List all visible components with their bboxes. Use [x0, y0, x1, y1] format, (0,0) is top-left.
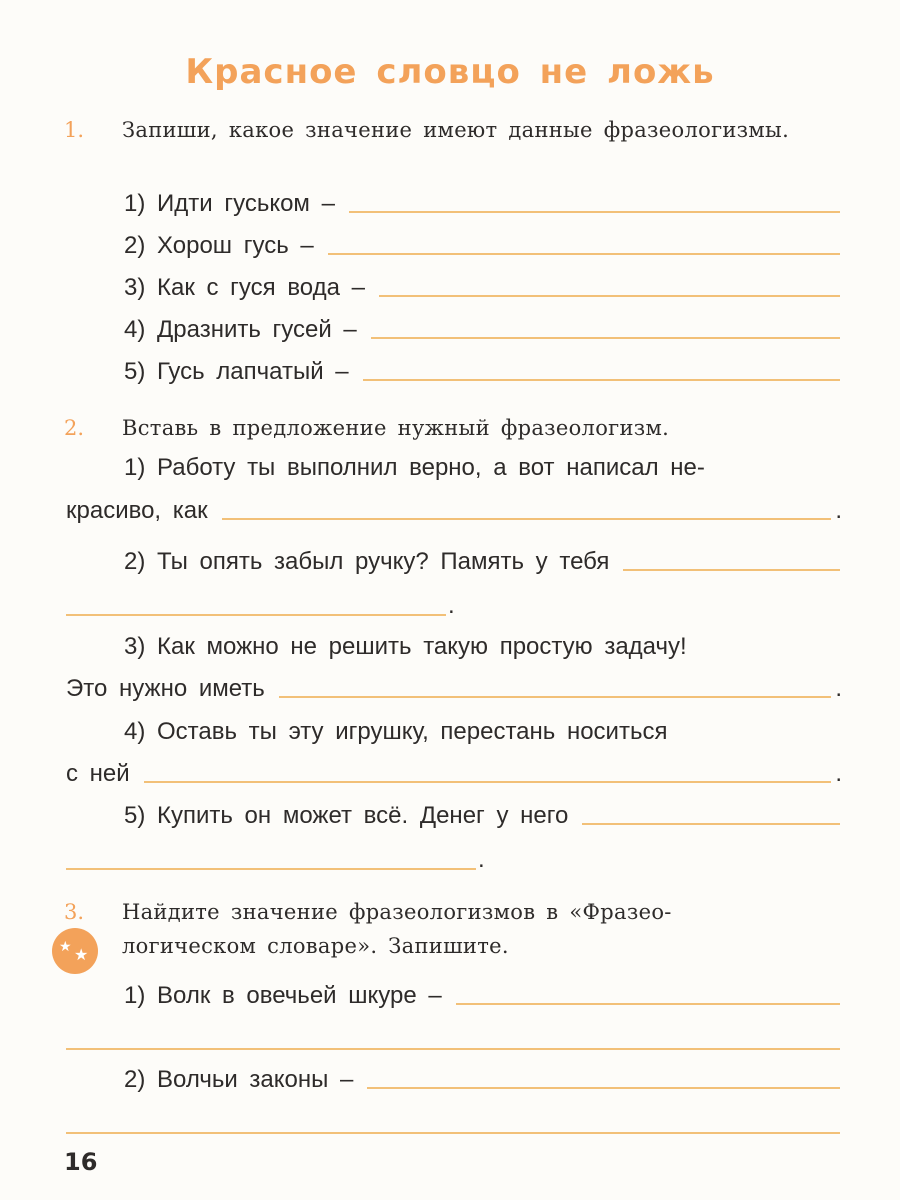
item-text: Это нужно иметь	[66, 675, 265, 702]
answer-line[interactable]	[349, 211, 840, 213]
answer-line[interactable]	[363, 379, 840, 381]
item-text: 3) Как можно не решить такую простую задачу!	[124, 633, 687, 660]
answer-line[interactable]	[379, 295, 840, 297]
answer-line[interactable]	[371, 337, 840, 339]
answer-line-continuation[interactable]	[66, 1132, 840, 1134]
star-icon: ★	[74, 945, 89, 964]
task-3-instruction-line-1: Найдите значение фразеологизмов в «Фразео-	[122, 900, 672, 924]
answer-line[interactable]	[144, 781, 832, 783]
task-2-item-2-line-1	[124, 548, 840, 576]
period: .	[448, 592, 455, 619]
page-number: 16	[64, 1148, 98, 1176]
item-label: 5) Гусь лапчатый –	[124, 358, 349, 385]
answer-line[interactable]	[456, 1003, 840, 1005]
task-1-number: 1.	[64, 118, 85, 142]
star-icon: ★	[59, 939, 72, 955]
answer-line[interactable]	[328, 253, 840, 255]
item-label: 3) Как с гуся вода –	[124, 274, 365, 301]
item-label: 4) Дразнить гусей –	[124, 316, 357, 343]
task-1-item-1	[124, 190, 840, 218]
task-2-item-3-line-2	[66, 675, 842, 703]
task-2-item-5-line-1	[124, 802, 840, 830]
task-1-item-4	[124, 316, 840, 344]
item-text: 4) Оставь ты эту игрушку, перестань носиться	[124, 718, 668, 745]
item-label: 2) Волчьи законы –	[124, 1066, 354, 1093]
period: .	[478, 846, 485, 873]
item-text: 2) Ты опять забыл ручку? Память у тебя	[124, 548, 610, 575]
task-2-instruction: Вставь в предложение нужный фразеологизм.	[122, 416, 670, 440]
task-2-item-4-line-2	[66, 760, 842, 788]
answer-line[interactable]	[222, 518, 832, 520]
task-3-number: 3.	[64, 900, 85, 924]
task-2-item-3-line-1	[124, 633, 840, 661]
item-text: с ней	[66, 760, 130, 787]
task-2-item-1-line-1	[124, 454, 840, 482]
answer-line[interactable]	[582, 823, 840, 825]
task-3-instruction-line-2: логическом словаре». Запишите.	[122, 934, 509, 958]
task-1-item-2	[124, 232, 840, 260]
task-3-item-2	[124, 1066, 840, 1094]
answer-line-continuation[interactable]	[66, 614, 446, 616]
task-2-item-4-line-1	[124, 718, 840, 746]
item-label: 1) Идти гуськом –	[124, 190, 335, 217]
task-2-number: 2.	[64, 416, 85, 440]
page-title: Красное словцо не ложь	[185, 52, 715, 92]
item-text: 5) Купить он может всё. Денег у него	[124, 802, 569, 829]
task-1-item-3	[124, 274, 840, 302]
task-1-instruction: Запиши, какое значение имеют данные фразеологизмы.	[122, 118, 790, 142]
task-3-item-1	[124, 982, 840, 1010]
period: .	[835, 497, 842, 524]
answer-line[interactable]	[623, 569, 840, 571]
item-label: 2) Хорош гусь –	[124, 232, 314, 259]
two-stars-icon	[52, 928, 98, 974]
task-2-item-1-line-2	[66, 497, 842, 525]
period: .	[835, 760, 842, 787]
item-label: 1) Волк в овечьей шкуре –	[124, 982, 442, 1009]
item-text: красиво, как	[66, 497, 208, 524]
answer-line[interactable]	[367, 1087, 840, 1089]
answer-line-continuation[interactable]	[66, 1048, 840, 1050]
period: .	[835, 675, 842, 702]
answer-line[interactable]	[279, 696, 832, 698]
answer-line-continuation[interactable]	[66, 868, 476, 870]
task-1-item-5	[124, 358, 840, 386]
item-text: 1) Работу ты выполнил верно, а вот написал не-	[124, 454, 705, 481]
